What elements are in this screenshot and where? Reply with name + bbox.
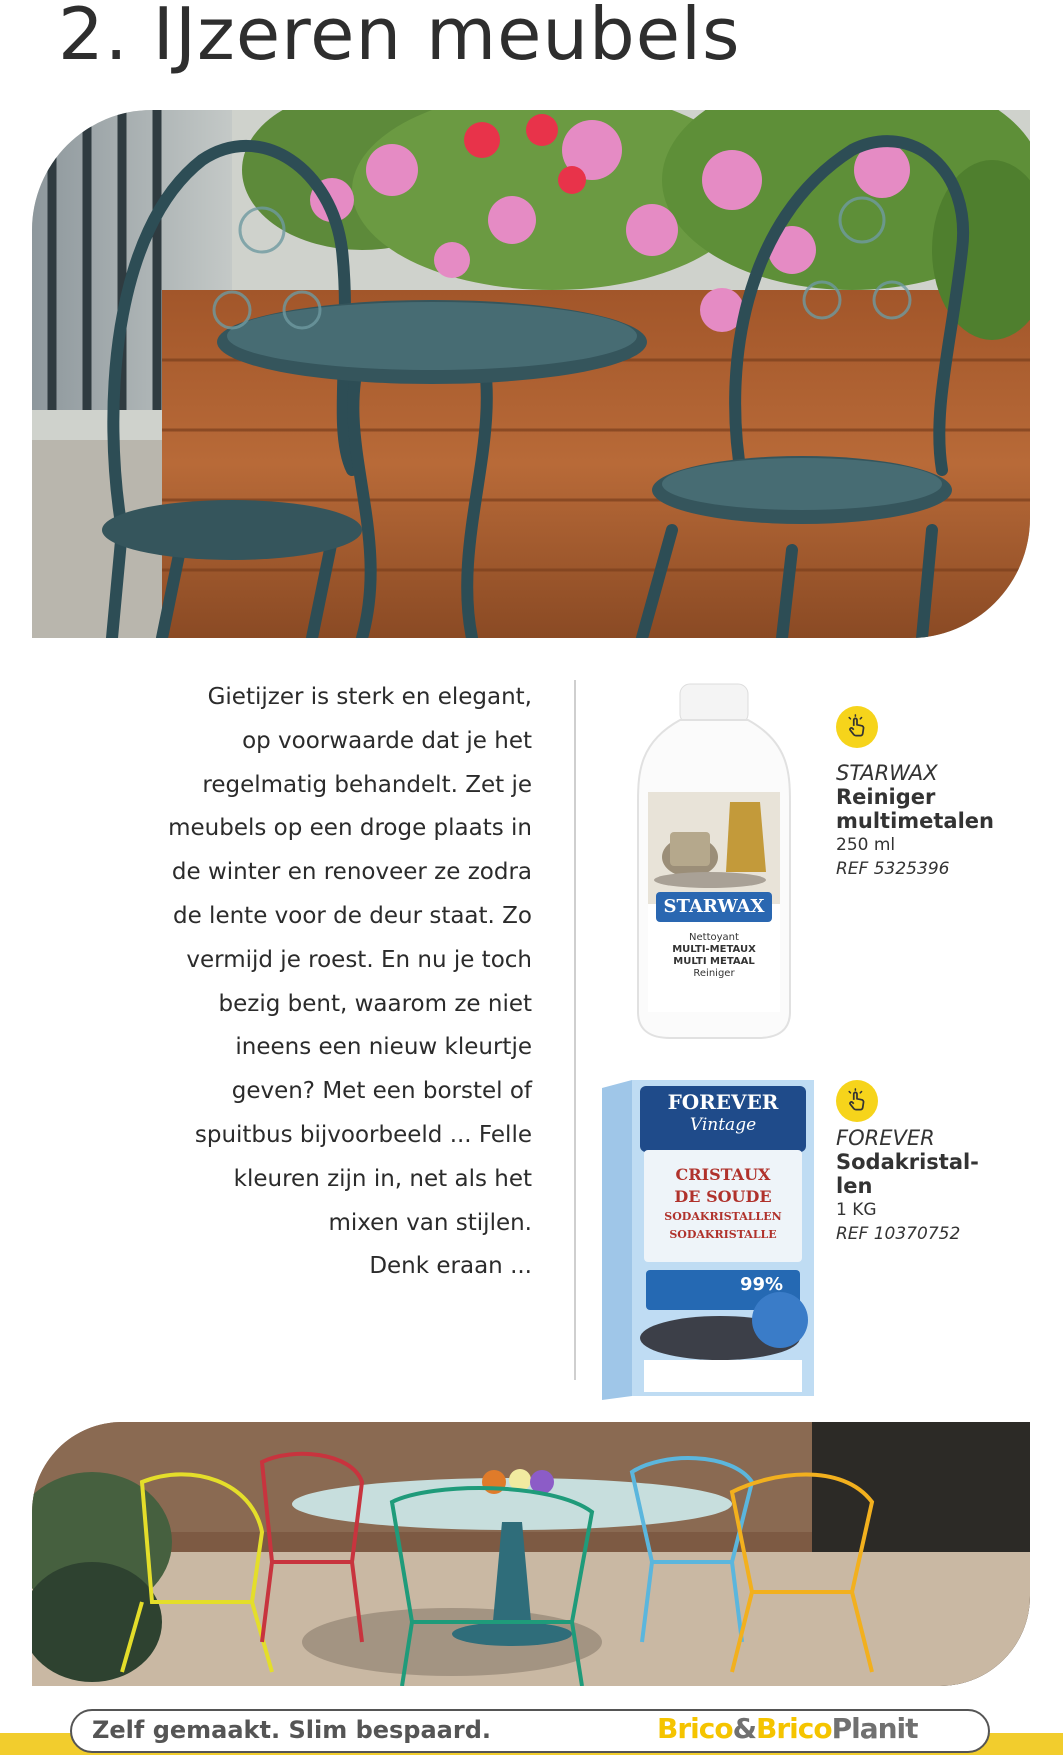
footer-slogan: Zelf gemaakt. Slim bespaard. (92, 1716, 492, 1744)
forever-product-info (836, 1126, 1046, 1246)
intro-text (140, 676, 532, 1289)
starwax-bottle-image (630, 682, 798, 1042)
product-brand: FOREVER (836, 1126, 935, 1150)
intro-line: vermijd je roest. En nu je toch (186, 946, 532, 973)
intro-line: mixen van stijlen. (328, 1209, 532, 1236)
intro-line: ineens een nieuw kleurtje (235, 1034, 532, 1061)
intro-line: Gietijzer is sterk en elegant, (207, 684, 532, 710)
forever-label-line: SODAKRISTALLEN (664, 1210, 782, 1223)
hero-photo (32, 110, 1030, 638)
logo-ampersand: & (732, 1712, 757, 1745)
forever-label-line: CRISTAUX (675, 1165, 771, 1184)
product-brand: STARWAX (836, 761, 938, 785)
forever-soda-box-image (600, 1080, 816, 1400)
product-name: Reiniger (836, 785, 936, 809)
intro-line: de lente voor de deur staat. Zo (173, 902, 532, 929)
intro-line: regelmatig behandelt. Zet je (202, 771, 532, 798)
logo-brico: Brico (657, 1712, 733, 1745)
hand-pointer-icon (836, 1080, 878, 1122)
intro-line: meubels op een droge plaats in (168, 815, 532, 842)
forever-label-line: DE SOUDE (674, 1187, 772, 1206)
logo-brico-2: Brico (756, 1712, 832, 1745)
intro-line: bezig bent, waarom ze niet (218, 990, 532, 1017)
forever-label-line: SODAKRISTALLE (669, 1228, 777, 1241)
product-name: len (836, 1174, 873, 1198)
product-ref: REF 10370752 (836, 1224, 961, 1244)
product-ref: REF 5325396 (836, 859, 950, 879)
starwax-label-line: MULTI METAAL (673, 956, 755, 967)
column-divider (574, 680, 576, 1380)
intro-line: geven? Met een borstel of (231, 1078, 532, 1105)
intro-line: spuitbus bijvoorbeeld ... Felle (194, 1121, 532, 1148)
patio-chairs-photo (32, 1422, 1030, 1686)
logo-planit: Planit (831, 1712, 918, 1745)
starwax-label-line: Nettoyant (689, 932, 739, 943)
intro-line: Denk eraan ... (369, 1253, 532, 1280)
starwax-label-line: Reiniger (693, 968, 735, 979)
product-quantity: 250 ml (836, 835, 896, 855)
page-title: 2. IJzeren meubels (58, 0, 741, 76)
forever-logo: FOREVER (667, 1090, 779, 1114)
hand-pointer-icon (836, 706, 878, 748)
intro-line: de winter en renoveer ze zodra (171, 859, 532, 886)
starwax-label-logo: STARWAX (663, 896, 765, 917)
product-name: Sodakristal- (836, 1150, 979, 1174)
brico-planit-logo (657, 1712, 918, 1745)
product-quantity: 1 KG (836, 1200, 877, 1220)
product-name: multimetalen (836, 809, 994, 833)
intro-line: kleuren zijn in, net als het (233, 1165, 532, 1192)
intro-line: op voorwaarde dat je het (242, 727, 532, 754)
starwax-product-info (836, 761, 1046, 881)
forever-logo-script: Vintage (689, 1115, 757, 1135)
starwax-label-line: MULTI-METAUX (672, 944, 756, 955)
forever-percent-badge: 99% (740, 1274, 784, 1295)
